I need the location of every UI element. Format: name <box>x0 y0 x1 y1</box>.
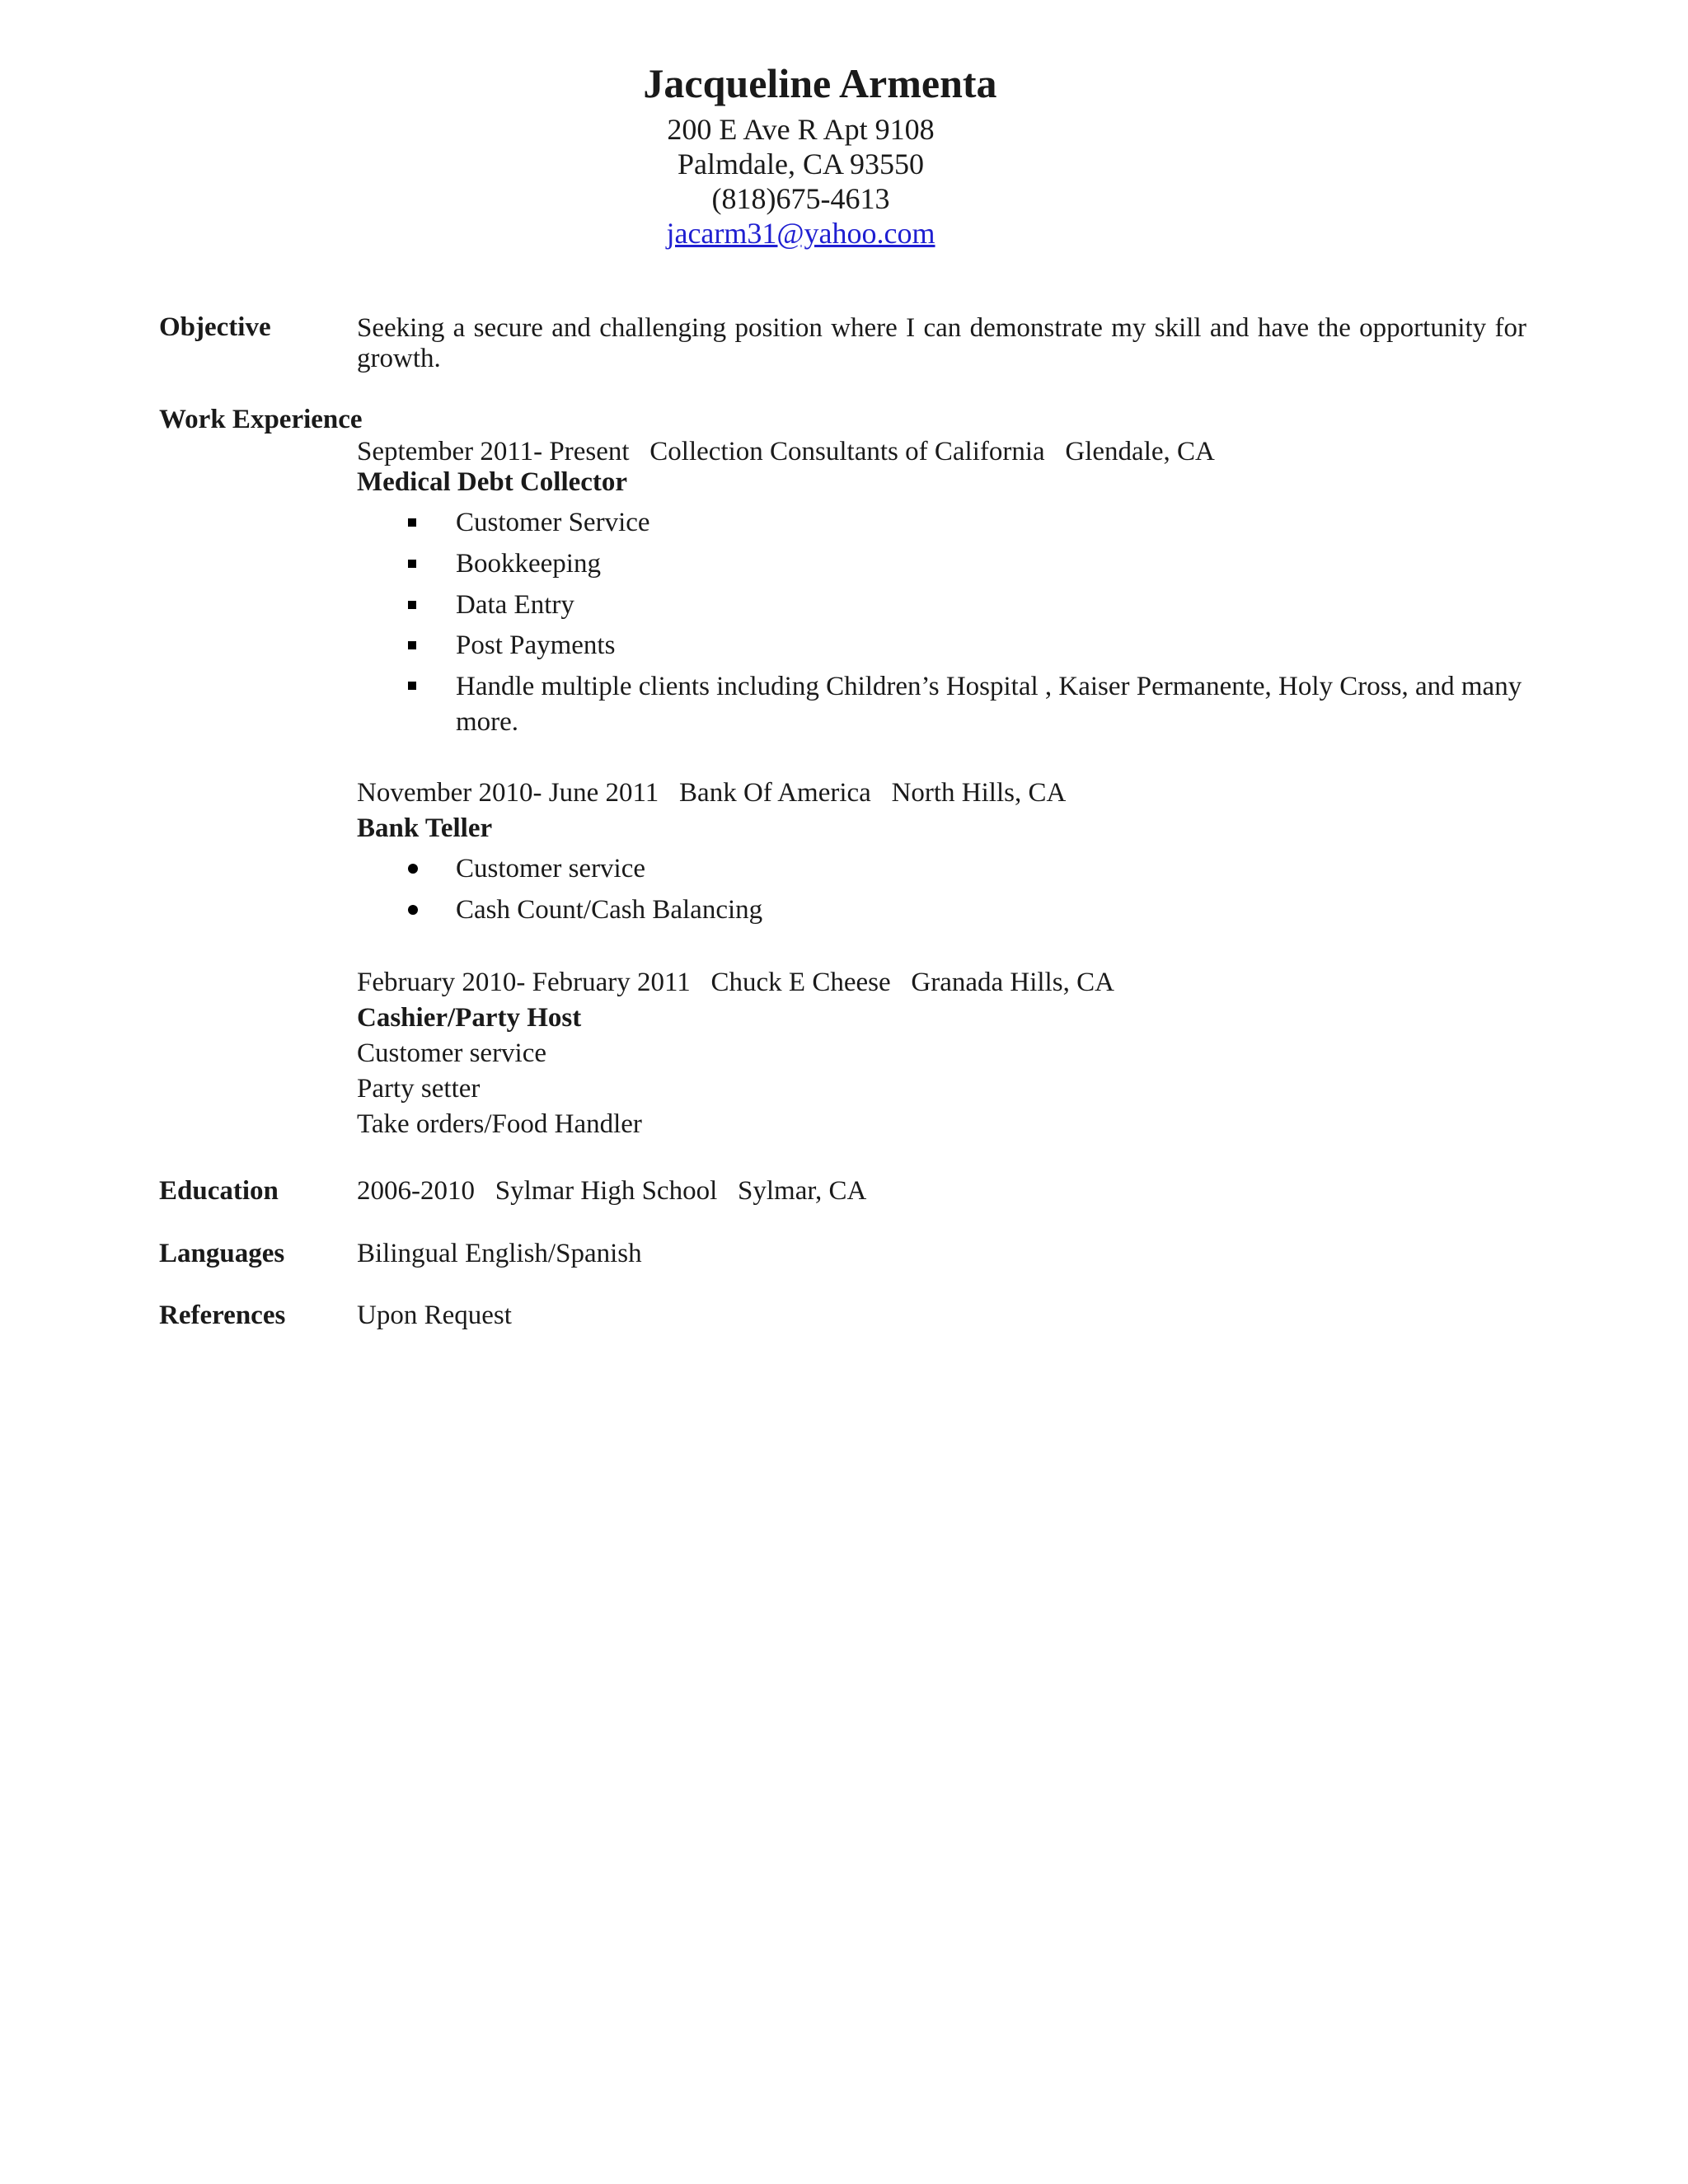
objective-text: Seeking a secure and challenging position where I can demonstrate my skill and have the opportunity for growth. <box>357 313 1526 373</box>
list-item-text: Post Payments <box>456 630 616 660</box>
list-item-text: Customer service <box>456 854 646 883</box>
job-location: Glendale, CA <box>1065 437 1215 466</box>
work-experience-label: Work Experience <box>159 405 363 434</box>
job-dates: September 2011- Present <box>357 437 630 466</box>
job-3-title: Cashier/Party Host <box>357 1003 582 1033</box>
round-bullet-icon <box>408 905 418 915</box>
education-years: 2006-2010 <box>357 1176 475 1206</box>
phone-number: (818)675-4613 <box>711 182 890 215</box>
references-text: Upon Request <box>357 1301 512 1330</box>
address-line-2: Palmdale, CA 93550 <box>678 148 924 180</box>
job-dates: February 2010- February 2011 <box>357 968 691 997</box>
languages-label: Languages <box>159 1239 285 1268</box>
address-line-1: 200 E Ave R Apt 9108 <box>667 113 935 146</box>
job-dates: November 2010- June 2011 <box>357 778 659 808</box>
list-item: Party setter <box>357 1074 481 1104</box>
email-line <box>0 216 1601 251</box>
square-bullet-icon <box>408 560 416 568</box>
square-bullet-icon <box>408 518 416 527</box>
square-bullet-icon <box>408 601 416 609</box>
job-1-title: Medical Debt Collector <box>357 467 628 497</box>
job-2-header <box>357 776 1066 809</box>
job-1-header <box>357 435 1215 468</box>
job-3-header <box>357 966 1114 999</box>
job-location: North Hills, CA <box>891 778 1067 808</box>
applicant-name: Jacqueline Armenta <box>643 60 997 106</box>
job-2-title: Bank Teller <box>357 813 493 843</box>
square-bullet-icon <box>408 641 416 649</box>
list-item-text: Handle multiple clients including Children’s Hospital , Kaiser Permanente, Holy Cross, and many more. <box>456 672 1522 737</box>
list-item-text: Customer Service <box>456 508 650 537</box>
education-school: Sylmar High School <box>495 1176 718 1206</box>
education-label: Education <box>159 1176 279 1206</box>
list-item-text: Cash Count/Cash Balancing <box>456 895 763 925</box>
references-label: References <box>159 1301 286 1330</box>
job-company: Bank Of America <box>679 778 871 808</box>
square-bullet-icon <box>408 682 416 690</box>
education-entry <box>357 1174 866 1207</box>
education-location: Sylmar, CA <box>738 1176 867 1206</box>
round-bullet-icon <box>408 864 418 874</box>
list-item-text: Data Entry <box>456 590 574 620</box>
objective-label: Objective <box>159 312 271 342</box>
job-company: Chuck E Cheese <box>710 968 891 997</box>
list-item: Customer service <box>357 1038 547 1068</box>
list-item-text: Bookkeeping <box>456 549 601 579</box>
job-company: Collection Consultants of California <box>649 437 1045 466</box>
resume-header <box>0 54 1688 251</box>
job-location: Granada Hills, CA <box>911 968 1114 997</box>
languages-text: Bilingual English/Spanish <box>357 1239 642 1268</box>
email-link[interactable]: jacarm31@yahoo.com <box>666 217 935 250</box>
list-item: Take orders/Food Handler <box>357 1109 642 1139</box>
